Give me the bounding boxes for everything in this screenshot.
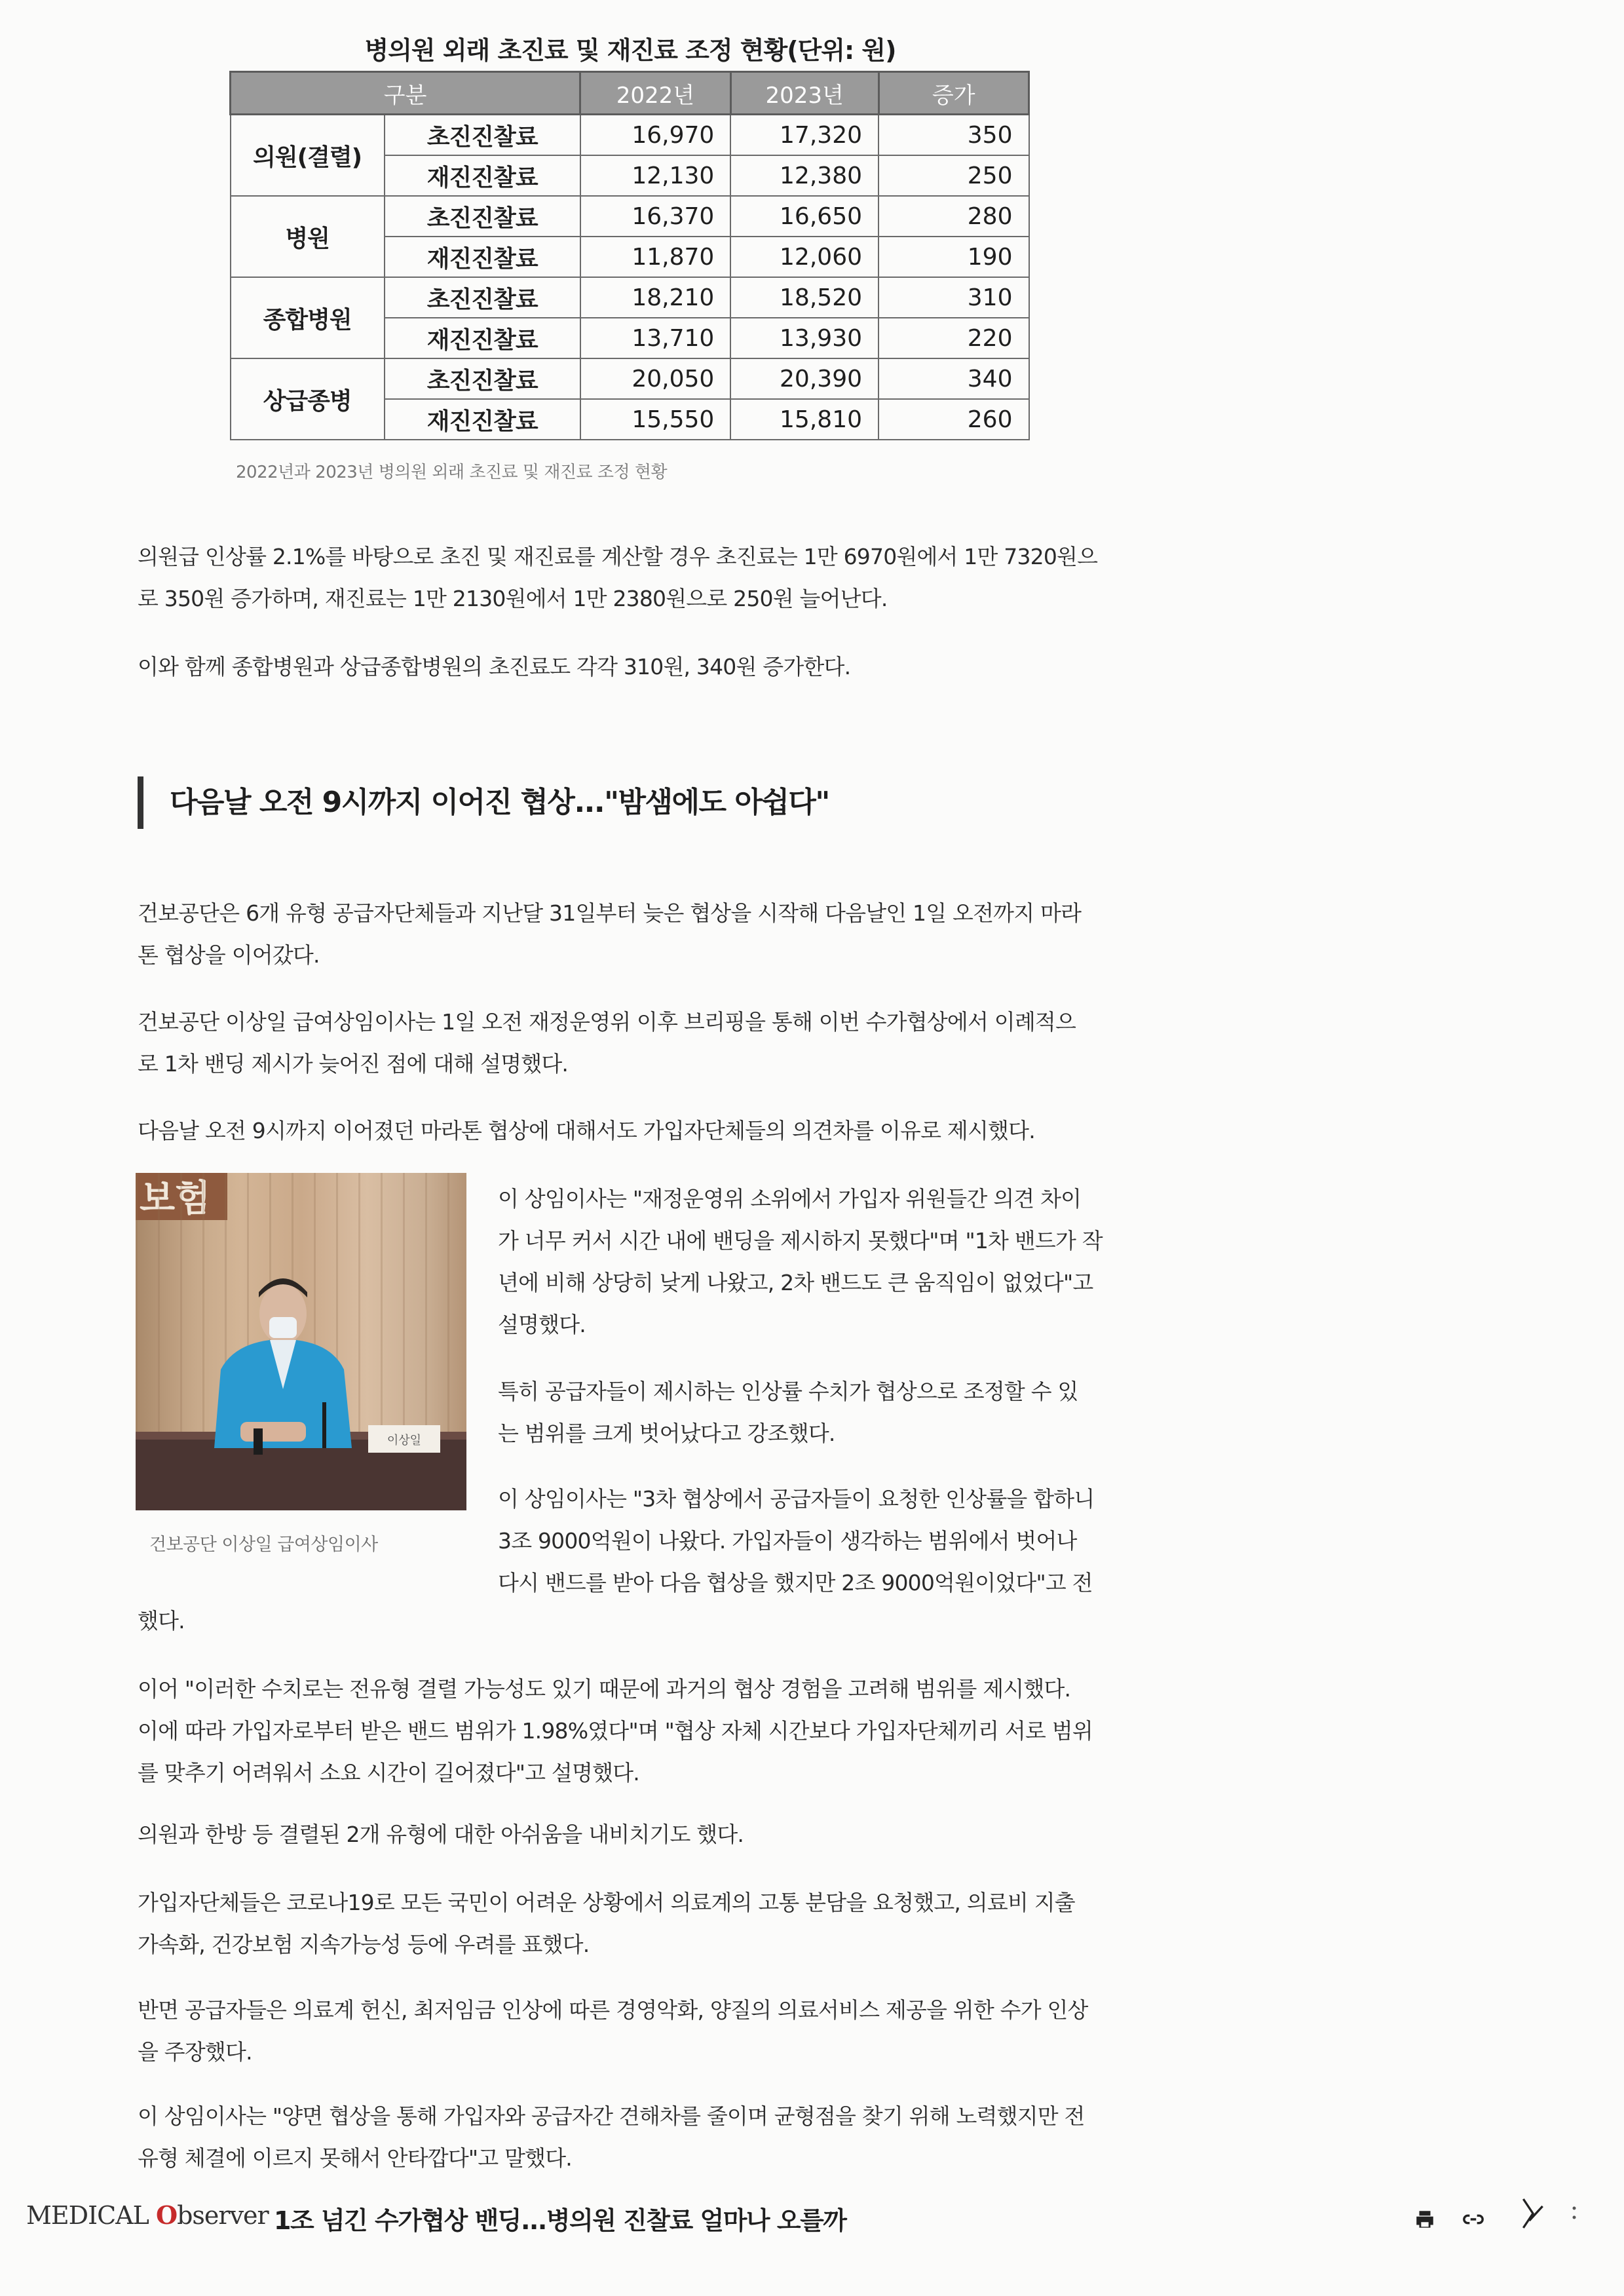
value-2023: 12,380 [730,155,878,196]
text-line: 이에 따라 가입자로부터 받은 밴드 범위가 1.98%였다"며 "협상 자체 시간보다 가입자단체끼리 서로 범위 [138,1718,1093,1744]
text-line: 3조 9000억원이 나왔다. 가입자들이 생각하는 범위에서 벗어나 [498,1528,1077,1554]
paragraph-4 [138,1001,1120,1085]
paragraph-1 [138,536,1120,620]
paragraph-7 [498,1371,1120,1455]
paragraph-6 [498,1178,1120,1346]
value-2023: 12,060 [730,237,878,277]
logo-text-bserver: bserver [177,2201,269,2230]
table-row [231,196,1029,237]
paragraph-10 [138,1814,1120,1856]
paragraph-8-end [138,1600,1120,1642]
fee-type: 초진진찰료 [385,196,580,237]
photo-illustration [136,1173,466,1510]
text-line: 이어 "이러한 수치로는 전유형 결렬 가능성도 있기 때문에 과거의 협상 경험을 고려해 범위를 제시했다. [138,1676,1071,1702]
text-line: 이 상임이사는 "양면 협상을 통해 가입자와 공급자간 견해차를 줄이며 균형점을 찾기 위해 노력했지만 전 [138,2103,1085,2129]
text-line: 다시 밴드를 받아 다음 협상을 했지만 2조 9000억원이었다"고 전 [498,1570,1093,1596]
table-row [231,277,1029,318]
value-increase: 190 [878,237,1029,277]
paragraph-3 [138,892,1120,976]
paragraph-5 [138,1110,1120,1152]
fee-table [229,71,1030,440]
table-header-row [231,72,1029,115]
value-2022: 18,210 [580,277,731,318]
header-2022: 2022년 [580,72,731,115]
value-increase: 260 [878,399,1029,440]
text-line: 다음날 오전 9시까지 이어졌던 마라톤 협상에 대해서도 가입자단체들의 의견차를 이유로 제시했다. [138,1118,1035,1143]
value-2022: 13,710 [580,318,731,358]
value-increase: 250 [878,155,1029,196]
photo-sign-text: 보험 [140,1177,211,1220]
fee-type: 재진진찰료 [385,318,580,358]
header-2023: 2023년 [730,72,878,115]
fee-type: 초진진찰료 [385,358,580,399]
value-2022: 12,130 [580,155,731,196]
printer-icon[interactable] [1414,2208,1436,2236]
article-photo [136,1173,466,1510]
text-line: 의원과 한방 등 결렬된 2개 유형에 대한 아쉬움을 내비치기도 했다. [138,1822,744,1847]
text-line: 설명했다. [498,1312,586,1337]
section-subheading: 다음날 오전 9시까지 이어진 협상..."밤샘에도 아쉽다" [138,776,829,829]
text-line: 유형 체결에 이르지 못해서 안타깝다"고 말했다. [138,2145,572,2171]
paragraph-9 [138,1668,1120,1794]
paragraph-12 [138,1989,1120,2073]
text-line: 이 상임이사는 "재정운영위 소위에서 가입자 위원들간 의견 차이 [498,1186,1082,1212]
more-icon[interactable] [1571,2200,1577,2232]
photo-nameplate-text: 이상일 [387,1434,422,1447]
site-logo[interactable] [26,2200,269,2230]
text-line: 를 맞추기 어려워서 소요 시간이 길어졌다"고 설명했다. [138,1760,639,1786]
text-line: 특히 공급자들이 제시하는 인상률 수치가 협상으로 조정할 수 있 [498,1379,1078,1404]
value-2022: 20,050 [580,358,731,399]
paragraph-11 [138,1882,1120,1966]
fee-type: 초진진찰료 [385,277,580,318]
text-line: 로 1차 밴딩 제시가 늦어진 점에 대해 설명했다. [138,1051,569,1077]
value-2023: 17,320 [730,115,878,156]
text-line: 는 범위를 크게 벗어났다고 강조했다. [498,1421,835,1446]
value-2023: 16,650 [730,196,878,237]
text-line: 을 주장했다. [138,2039,252,2065]
text-line: 가입자단체들은 코로나19로 모든 국민이 어려운 상황에서 의료계의 고통 분담을 요청했고, 의료비 지출 [138,1890,1075,1915]
text-line: 반면 공급자들은 의료계 헌신, 최저임금 인상에 따른 경영악화, 양질의 의료서비스 제공을 위한 수가 인상 [138,1997,1088,2023]
fee-type: 재진진찰료 [385,399,580,440]
text-line: 가 너무 커서 시간 내에 밴딩을 제시하지 못했다"며 "1차 밴드가 작 [498,1228,1103,1253]
value-2023: 13,930 [730,318,878,358]
value-increase: 280 [878,196,1029,237]
value-2022: 16,970 [580,115,731,156]
article-title-bar: 1조 넘긴 수가협상 밴딩...병의원 진찰료 얼마나 오를까 [274,2206,846,2235]
table-row [231,115,1029,156]
group-label: 상급종병 [231,358,385,440]
logo-text-medical: MEDICAL [26,2201,149,2230]
text-line: 건보공단 이상일 급여상임이사는 1일 오전 재정운영위 이후 브리핑을 통해 이번 수가협상에서 이례적으 [138,1009,1076,1035]
value-2023: 18,520 [730,277,878,318]
text-line: 했다. [138,1608,185,1634]
text-line: 건보공단은 6개 유형 공급자단체들과 지난달 31일부터 늦은 협상을 시작해 다음날인 1일 오전까지 마라 [138,900,1082,926]
fee-type: 재진진찰료 [385,237,580,277]
text-line: 톤 협상을 이어갔다. [138,942,320,968]
text-line: 로 350원 증가하며, 재진료는 1만 2130원에서 1만 2380원으로 250원 늘어난다. [138,586,888,611]
value-2022: 15,550 [580,399,731,440]
text-line: 이와 함께 종합병원과 상급종합병원의 초진료도 각각 310원, 340원 증가한다. [138,654,851,679]
group-label: 병원 [231,196,385,277]
value-2023: 15,810 [730,399,878,440]
table-title: 병의원 외래 초진료 및 재진료 조정 현황(단위: 원) [364,36,896,65]
paragraph-13 [138,2095,1120,2179]
fee-type: 재진진찰료 [385,155,580,196]
value-increase: 220 [878,318,1029,358]
text-line: 가속화, 건강보험 지속가능성 등에 우려를 표했다. [138,1932,590,1957]
value-increase: 340 [878,358,1029,399]
text-line: 의원급 인상률 2.1%를 바탕으로 초진 및 재진료를 계산할 경우 초진료는 1만 6970원에서 1만 7320원으 [138,544,1098,569]
header-increase: 증가 [878,72,1029,115]
value-2022: 16,370 [580,196,731,237]
value-increase: 310 [878,277,1029,318]
paragraph-8 [498,1478,1120,1604]
value-increase: 350 [878,115,1029,156]
fee-type: 초진진찰료 [385,115,580,156]
link-icon[interactable] [1462,2208,1484,2236]
group-label: 종합병원 [231,277,385,358]
value-2022: 11,870 [580,237,731,277]
value-2023: 20,390 [730,358,878,399]
share-icon[interactable] [1519,2196,1547,2236]
photo-caption: 건보공단 이상일 급여상임이사 [149,1535,378,1555]
header-category: 구분 [231,72,580,115]
text-line: 년에 비해 상당히 낮게 나왔고, 2차 밴드도 큰 움직임이 없었다"고 [498,1270,1093,1295]
paragraph-2 [138,646,1120,688]
text-line: 이 상임이사는 "3차 협상에서 공급자들이 요청한 인상률을 합하니 [498,1486,1095,1512]
logo-text-o: O [155,2200,178,2230]
table-row [231,358,1029,399]
table-caption: 2022년과 2023년 병의원 외래 초진료 및 재진료 조정 현황 [236,463,668,482]
group-label: 의원(결렬) [231,115,385,197]
